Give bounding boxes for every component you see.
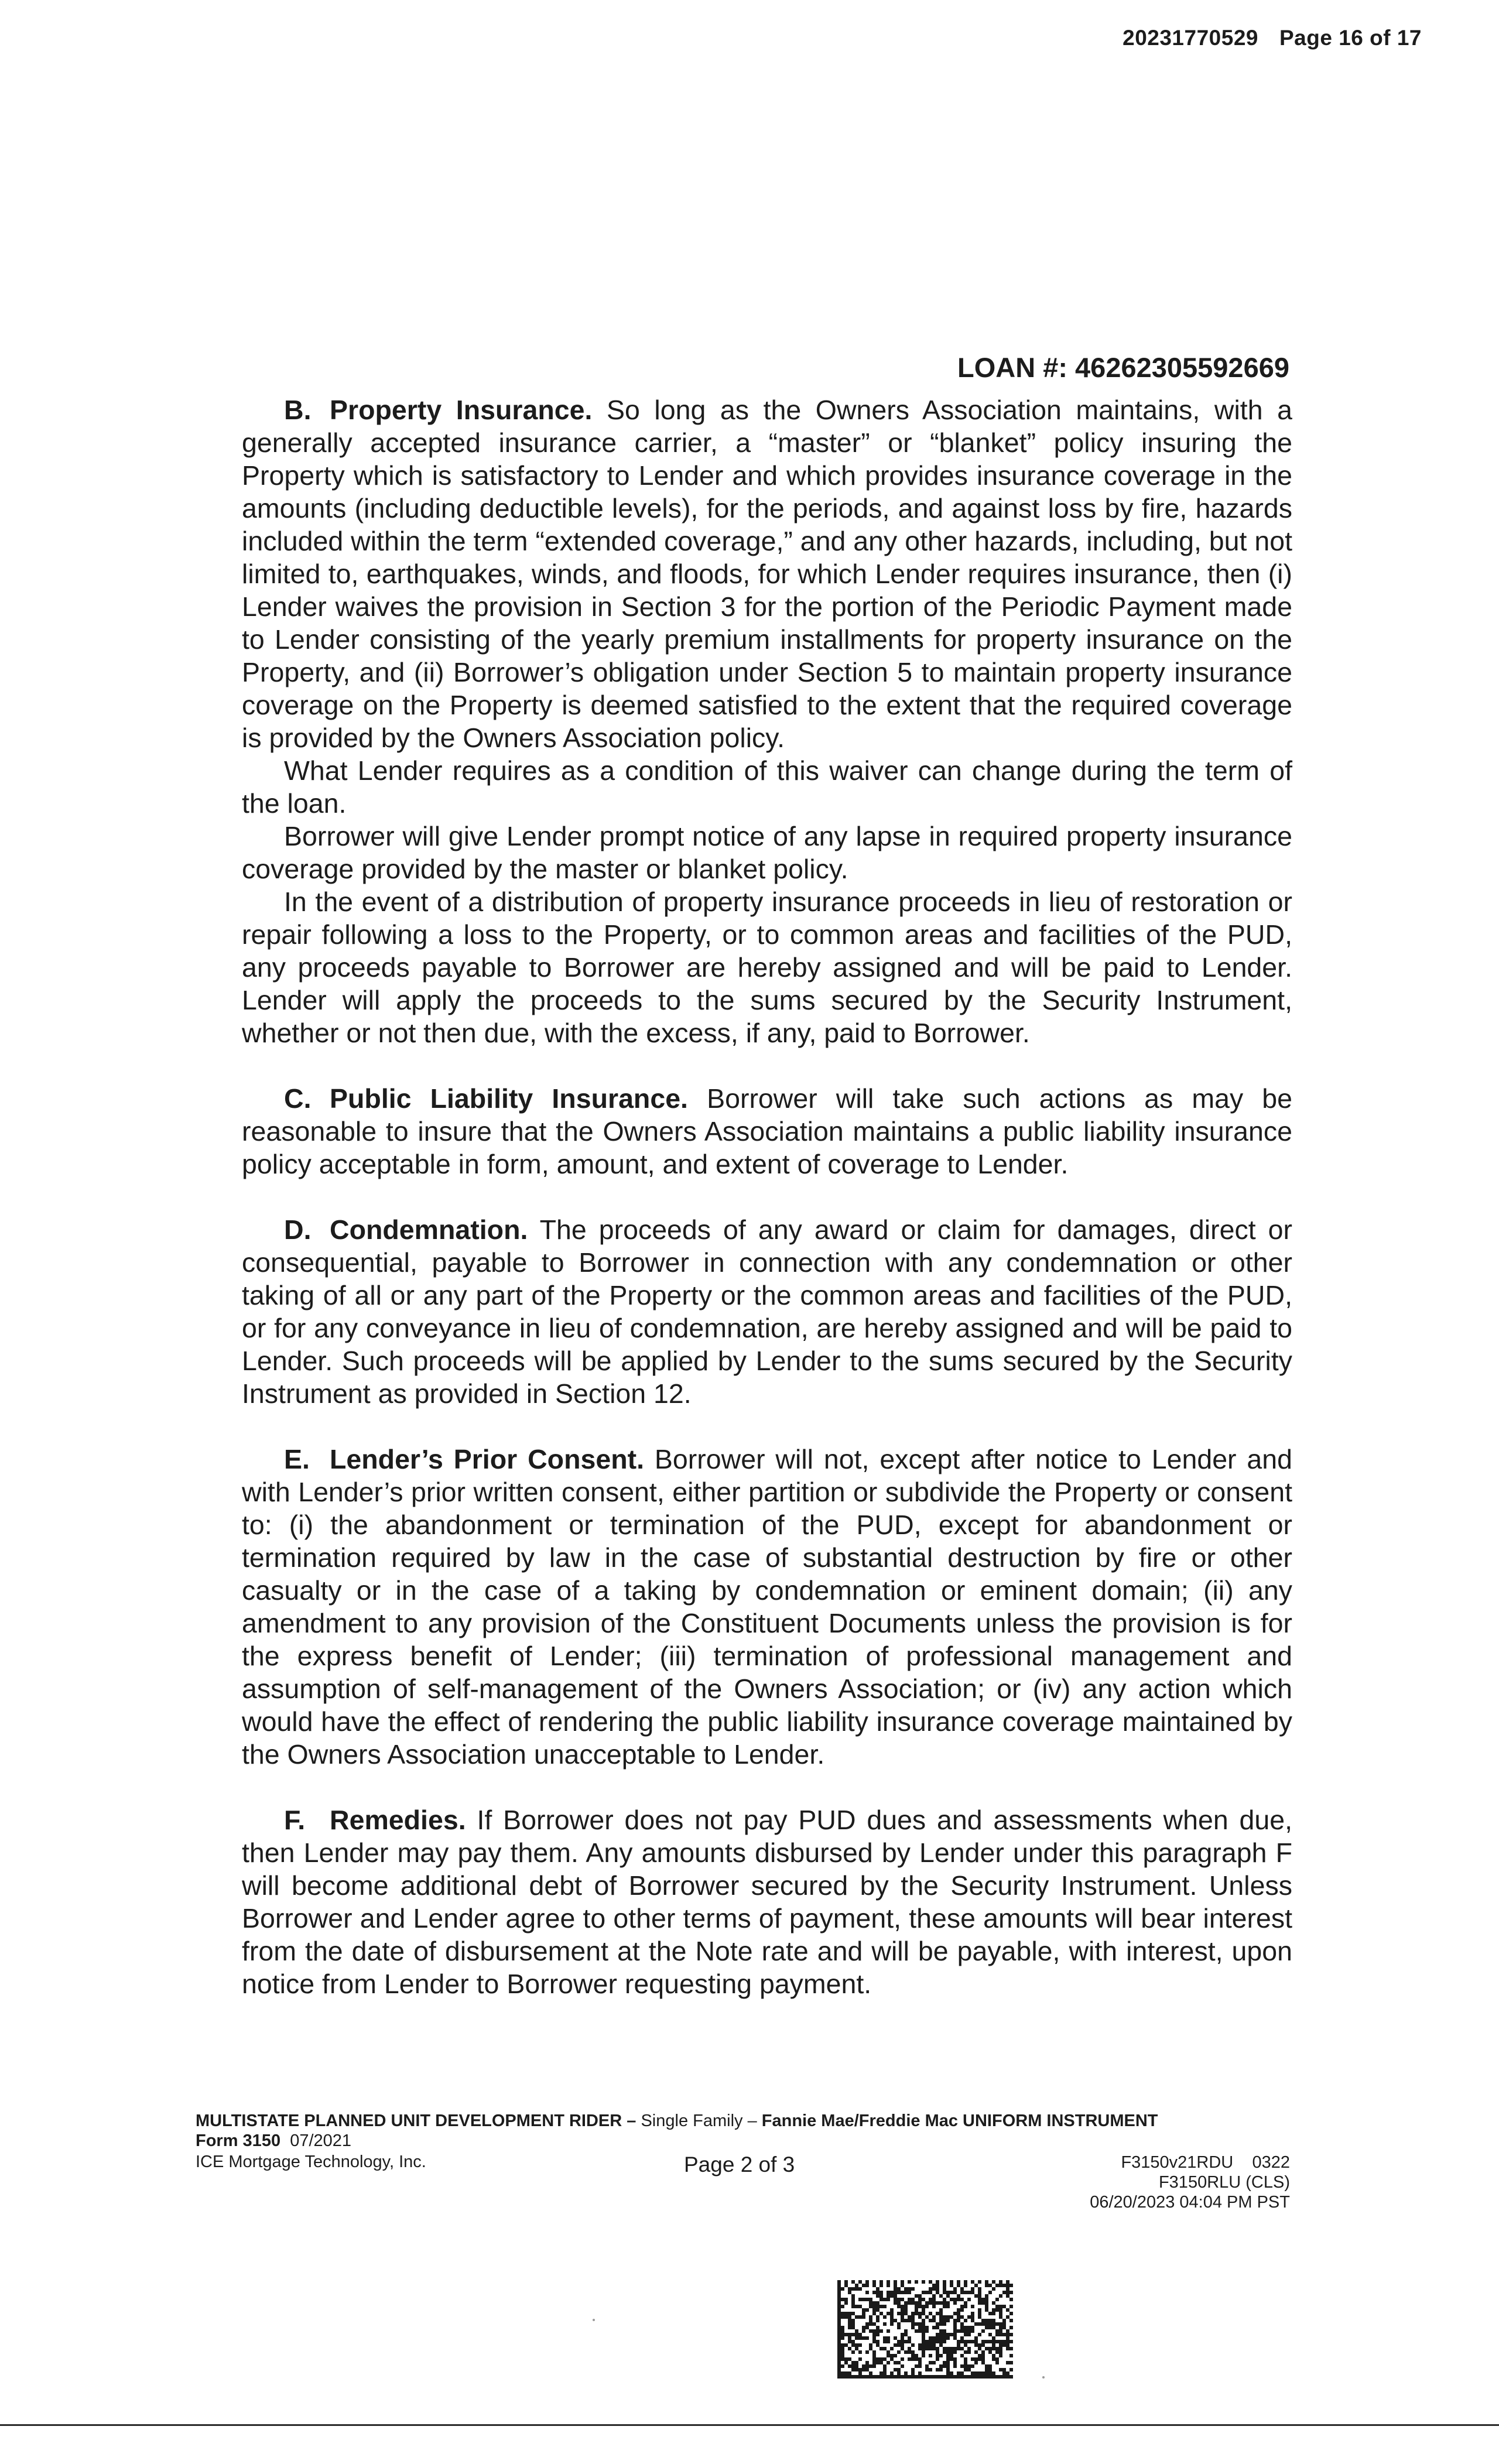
section-b-paragraph-2: What Lender requires as a condition of this waiver can change during the term of the loan.	[242, 755, 1292, 819]
form-title-part: Fannie Mae/Freddie Mac UNIFORM INSTRUMENT	[761, 2111, 1158, 2130]
scan-speck	[1042, 2376, 1045, 2379]
barcode-icon	[837, 2280, 1013, 2379]
section-b-paragraph-4: In the event of a distribution of property insurance proceeds in lieu of restoration or repair following a loss to the Property, or to common areas and facilities of the PUD, any proceeds payable to Borrower are hereby assigned and will be paid to Lender. Lender will apply the proceeds to the sums secured by the Security Instrument, whether or not then due, with the excess, if any, paid to Borrower.	[242, 887, 1292, 1048]
recording-page-label: Page 16 of 17	[1279, 26, 1422, 50]
section-heading: Lender’s Prior Consent.	[330, 1444, 645, 1474]
form-title-part: MULTISTATE PLANNED UNIT DEVELOPMENT RIDER –	[196, 2111, 641, 2130]
section-text: The proceeds of any award or claim for damages, direct or consequential, payable to Borrower in connection with any condemnation or other taking of all or any part of the Property or the common areas and facilities of the PUD, or for any conveyance in lieu of condemnation, are hereby assigned and will be paid to Lender. Such proceeds will be applied by Lender to the sums secured by the Security Instrument as provided in Section 12.	[242, 1214, 1292, 1409]
company-name: ICE Mortgage Technology, Inc.	[196, 2152, 426, 2171]
section-text: Borrower will take such actions as may be reasonable to insure that the Owners Association maintains a public liability insurance policy acceptable in form, amount, and extent of coverage to Lender.	[242, 1083, 1292, 1179]
form-number-label: Form 3150	[196, 2131, 281, 2150]
section-heading: Property Insurance.	[330, 395, 593, 425]
recording-header	[1122, 26, 1422, 50]
section-text: So long as the Owners Association maintains, with a generally accepted insurance carrier, a “master” or “blanket” policy insuring the Property which is satisfactory to Lender and which provides insurance coverage in the amounts (including deductible levels), for the periods, and against loss by fire, hazards included within the term “extended coverage,” and any other hazards, including, but not limited to, earthquakes, winds, and floods, for which Lender requires insurance, then (i) Lender waives the provision in Section 3 for the portion of the Periodic Payment made to Lender consisting of the yearly premium installments for property insurance on the Property, and (ii) Borrower’s obligation under Section 5 to maintain property insurance coverage on the Property is deemed satisfied to the extent that the required coverage is provided by the Owners Association policy.	[242, 395, 1293, 753]
section-text: Borrower will not, except after notice to Lender and with Lender’s prior written consent, either partition or subdivide the Property or consent to: (i) the abandonment or termination of the PUD, except for abandonment or termination required by law in the case of substantial destruction by fire or other casualty or in the case of a taking by condemnation or eminent domain; (ii) any amendment to any provision of the Constituent Documents unless the provision is for the express benefit of Lender; (iii) termination of professional management and assumption of self-management of the Owners Association; or (iv) any action which would have the effect of rendering the public liability insurance coverage maintained by the Owners Association unacceptable to Lender.	[242, 1444, 1293, 1770]
section-letter: B.	[284, 395, 312, 425]
form-code: F3150RLU (CLS)	[1158, 2173, 1290, 2192]
section-c-public-liability-insurance	[242, 1082, 1292, 1180]
section-heading: Remedies.	[330, 1805, 466, 1835]
section-d-condemnation	[242, 1213, 1292, 1410]
form-code: F3150v21RDU 0322	[1121, 2153, 1290, 2172]
section-f-remedies	[242, 1803, 1292, 2000]
document-number: 20231770529	[1122, 26, 1258, 50]
section-e-lenders-prior-consent	[242, 1443, 1292, 1771]
section-heading: Public Liability Insurance.	[330, 1083, 688, 1114]
section-text: If Borrower does not pay PUD dues and assessments when due, then Lender may pay them. Any amounts disbursed by Lender under this paragraph F will become additional debt of Borrower secured by the Security Instrument. Unless Borrower and Lender agree to other terms of payment, these amounts will bear interest from the date of disbursement at the Note rate and will be payable, with interest, upon notice from Lender to Borrower requesting payment.	[242, 1805, 1292, 1999]
form-number	[196, 2131, 351, 2151]
form-page-number: Page 2 of 3	[684, 2152, 795, 2176]
section-b-property-insurance	[242, 393, 1292, 1049]
section-letter: D.	[284, 1214, 312, 1245]
form-codes	[1090, 2152, 1290, 2212]
rider-body	[242, 393, 1292, 2000]
section-letter: F.	[284, 1805, 306, 1835]
form-title	[196, 2111, 1158, 2131]
page-bottom-rule	[0, 2424, 1499, 2426]
section-heading: Condemnation.	[330, 1214, 528, 1245]
form-date: 07/2021	[290, 2131, 352, 2150]
print-timestamp: 06/20/2023 04:04 PM PST	[1090, 2193, 1290, 2212]
scan-speck	[593, 2319, 595, 2321]
section-b-paragraph-3: Borrower will give Lender prompt notice of any lapse in required property insurance coverage provided by the master or blanket policy.	[242, 821, 1292, 884]
section-letter: E.	[284, 1444, 310, 1474]
form-title-part: Single Family –	[641, 2111, 762, 2130]
loan-number: LOAN #: 46262305592669	[957, 352, 1289, 383]
section-letter: C.	[284, 1083, 312, 1114]
